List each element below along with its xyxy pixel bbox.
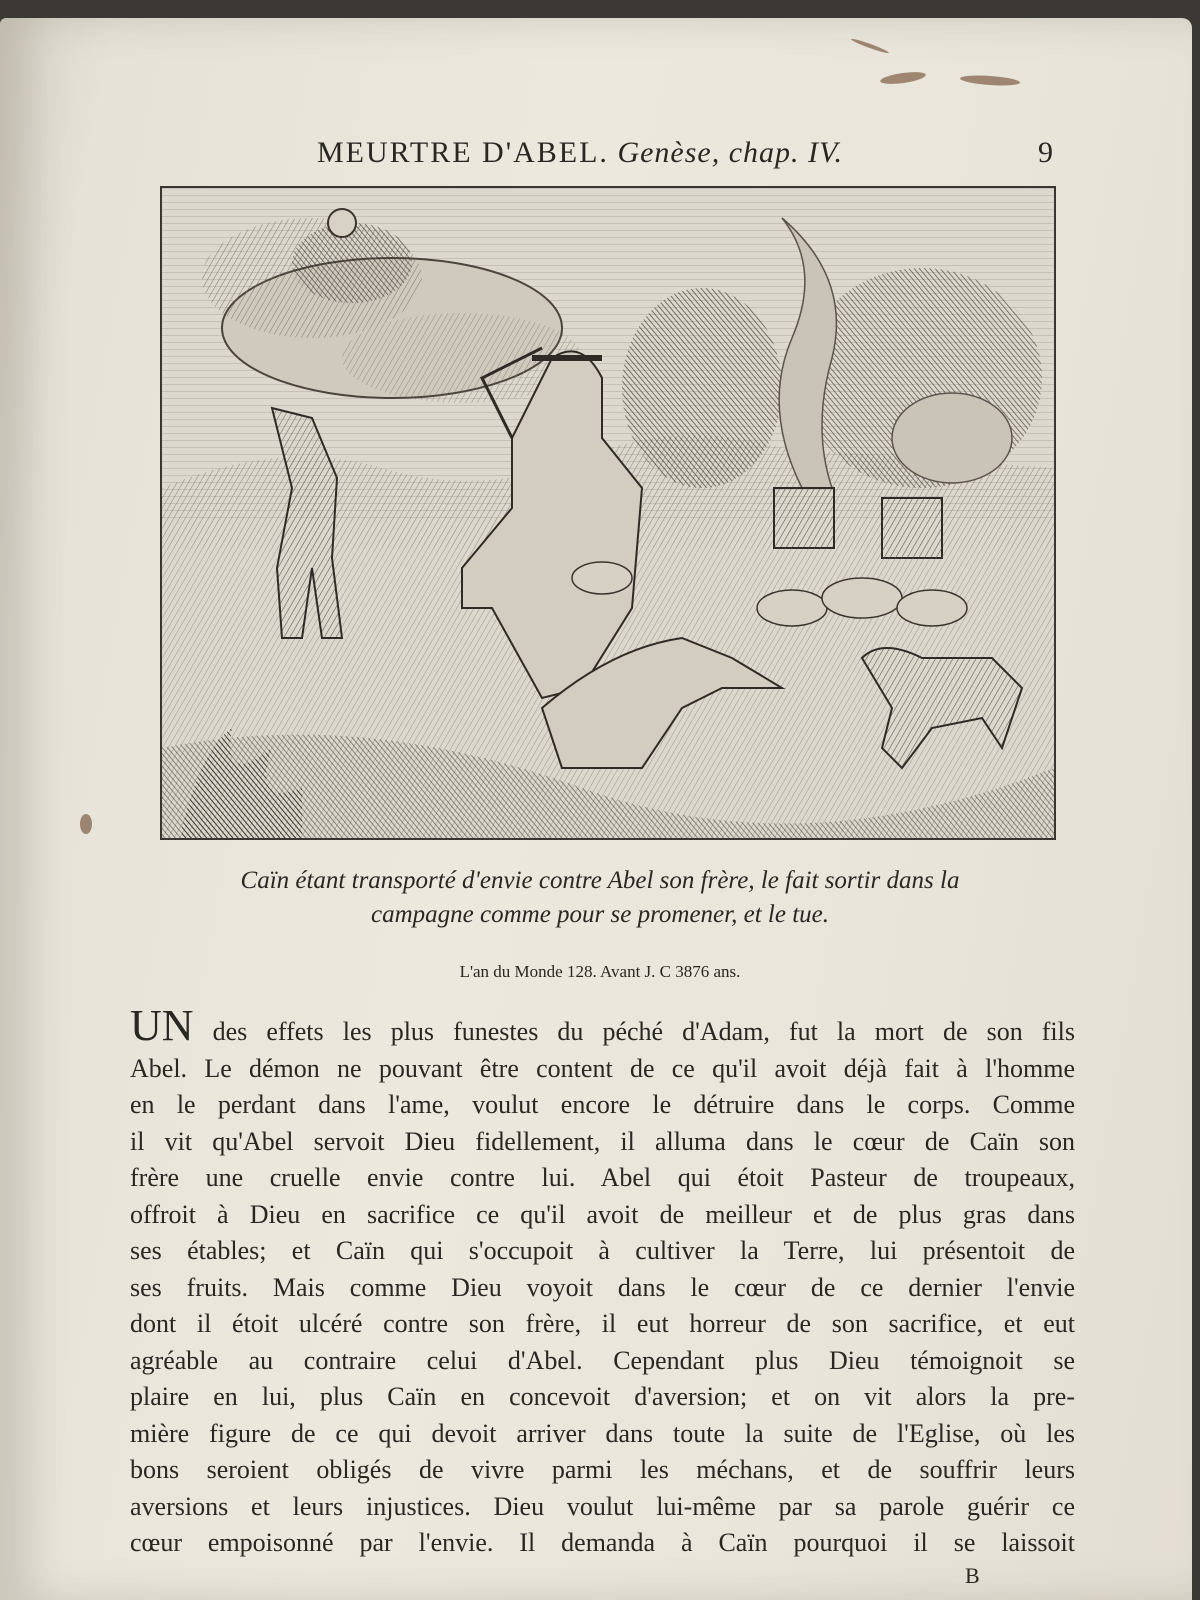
text-line: ses étables; et Caïn qui s'occupoit à cultiver la Terre, lui présentoit de: [130, 1236, 1075, 1265]
text-line: offroit à Dieu en sacrifice ce qu'il avoit de meilleur et de plus gras dans: [130, 1199, 1075, 1229]
engraving-illustration: [160, 186, 1056, 840]
text-line: agréable au contraire celui d'Abel. Cependant plus Dieu témoignoit se: [130, 1345, 1075, 1375]
scripture-reference: Genèse, chap. IV.: [617, 136, 843, 169]
drop-cap: UN: [130, 1001, 194, 1050]
chapter-title: MEURTRE D'ABEL.: [317, 136, 609, 169]
ink-stain: [880, 70, 927, 86]
book-page: [0, 18, 1192, 1600]
text-line: dont il étoit ulcéré contre son frère, il eut horreur de son sacrifice, et eut: [130, 1309, 1075, 1338]
engraving-artwork: [162, 188, 1054, 838]
text-line: en le perdant dans l'ame, voulut encore le détruire dans le corps. Comme: [130, 1090, 1075, 1119]
ink-stain: [851, 37, 890, 54]
ink-stain: [960, 74, 1020, 87]
signature-mark: B: [965, 1563, 980, 1588]
text-line: ses fruits. Mais comme Dieu voyoit dans le cœur de ce dernier l'envie: [130, 1272, 1075, 1302]
text-line: UN des effets les plus funestes du péché d'Adam, fut la mort de son fils: [130, 1001, 1075, 1050]
caption-line-2: campagne comme pour se promener, et le tue.: [371, 901, 829, 928]
text-line: plaire en lui, plus Caïn en concevoit d'aversion; et on vit alors la pre-: [130, 1382, 1075, 1411]
text-line: cœur empoisonné par l'envie. Il demanda à Caïn pourquoi il se laissoit: [130, 1528, 1075, 1557]
dateline: L'an du Monde 128. Avant J. C 3876 ans.: [459, 962, 741, 981]
text-line: frère une cruelle envie contre lui. Abel qui étoit Pasteur de troupeaux,: [130, 1163, 1075, 1192]
ink-stain: [80, 814, 92, 834]
running-head: [300, 136, 860, 170]
caption-line-1: Caïn étant transporté d'envie contre Abel son frère, le fait sortir dans la: [240, 867, 960, 894]
text-line: Abel. Le démon ne pouvant être content de ce qu'il avoit déjà fait à l'homme: [130, 1053, 1075, 1083]
text-line: mière figure de ce qui devoit arriver dans toute la suite de l'Eglise, où les: [130, 1418, 1075, 1448]
text-line: bons seroient obligés de vivre parmi les méchans, et de souffrir leurs: [130, 1455, 1075, 1484]
text-line: aversions et leurs injustices. Dieu voulut lui-même par sa parole guérir ce: [130, 1491, 1075, 1521]
body-text: [130, 1001, 1075, 1562]
text-line: il vit qu'Abel servoit Dieu fidellement, il alluma dans le cœur de Caïn son: [130, 1126, 1075, 1156]
illustration-caption: [110, 864, 1090, 932]
page-number: 9: [1038, 136, 1053, 169]
